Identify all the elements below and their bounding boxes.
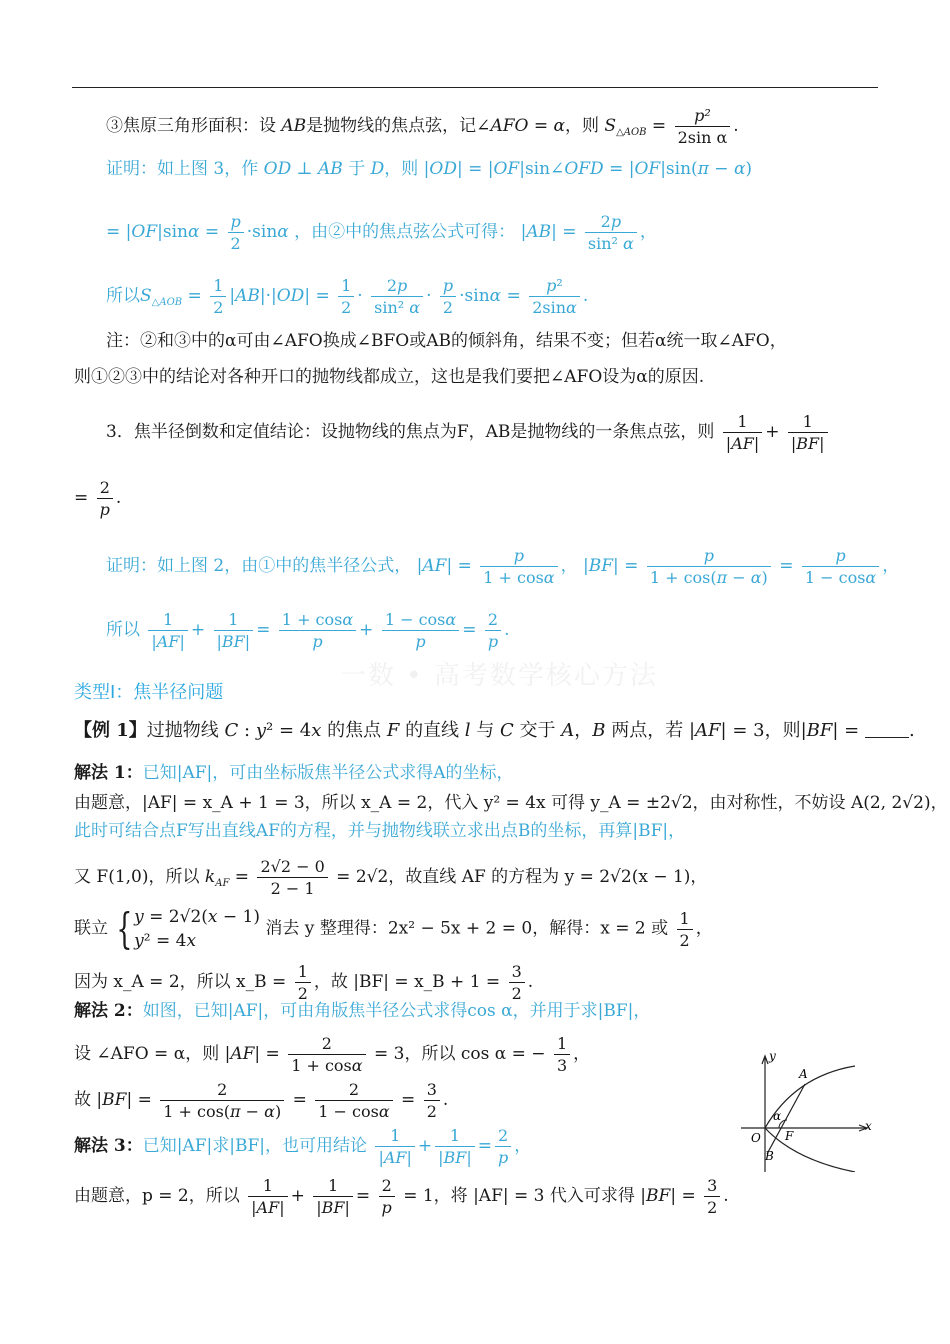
label-a: A [799,1067,808,1081]
sol1-line4: 因为 x_A = 2，所以 x_B = $\frac{1}{2}$ ，故 |BF| = x_B + 1 = $\frac{3}{2}$ . [74,962,534,1003]
sol1-line2: 又 F(1,0)，所以 $k_{AF}$ = $\frac{2√2 - 0}{2 - 1}$ = 2√2，故直线 AF 的方程为 y = 2√2(x − 1)， [74,857,708,898]
proof3-line2: = |OF|sinα = $\frac{p}{2}$ ·sinα ，由②中的焦点弦公式可得： |AB| = $\frac{2p}{\text{sin² α}}$ ， [106,212,657,253]
item3-result-fraction: $\frac{\text{p²}}{\text{2sin α}}$ [675,106,731,147]
label-f: F [785,1129,794,1143]
note-line1: 注：②和③中的α可由∠AFO换成∠BFO或AB的倾斜角，结果不变；但若α统一取∠AFO， [106,331,787,351]
watermark: 一数 • 高考数学核心方法 [340,661,658,691]
label-b: B [765,1149,774,1163]
header-rule [72,87,878,88]
example1-statement: 【例 1】过抛物线 C : y² = 4x 的焦点 F 的直线 l 与 C 交于 A，B 两点，若 |AF| = 3，则|BF| = . [74,720,915,741]
sol2-line2: 故 |BF| = $\frac{2}{1 + \cos(\pi - \alpha)}$ = $\frac{2}{1 - \cos\alpha}$ = $\frac{3}{2}$ . [74,1080,449,1121]
sol2-line1: 设 ∠AFO = α，则 |AF| = $\frac{2}{1 + \cos\alpha}$ = 3，所以 cos α = − $\frac{1}{3}$ ， [74,1034,591,1075]
label-alpha: α [773,1109,782,1123]
conclusion3-statement: 3．焦半径倒数和定值结论：设抛物线的焦点为F，AB是抛物线的一条焦点弦，则 $\frac{1}{|AF|}$ + $\frac{1}{|BF|}$ [106,412,831,453]
label-y: y [769,1052,776,1063]
label-x: x [865,1119,872,1133]
sol1-line1: 由题意，|AF| = x_A + 1 = 3，所以 x_A = 2，代入 y² = 4x 可得 y_A = ±2√2，由对称性，不妨设 A(2, 2√2)， [74,793,948,813]
sol2-heading-row: 解法 2：如图，已知|AF|，可由角版焦半径公式求得cos α，并用于求|BF|， [74,1001,651,1021]
label-o: O [751,1131,761,1145]
answer-blank[interactable] [865,723,909,738]
proof-conc3-line1: 证明：如上图 2，由①中的焦半径公式， |AF| = $\frac{p}{1 + \cos\alpha}$ ， |BF| = $\frac{p}{1 + \cos(\pi - \alpha)}$ = $\frac{p}{1 - \cos\alpha}$ ， [106,546,900,587]
note-line2: 则①②③中的结论对各种开口的抛物线都成立，这也是我们要把∠AFO设为α的原因. [74,367,705,387]
sol3-heading-row: 解法 3：已知|AF|求|BF|，也可用结论 $\frac{1}{|AF|}$ + $\frac{1}{|BF|}$ = $\frac{2}{p}$ ， [74,1126,532,1167]
conclusion3-result: = $\frac{2}{p}$ . [74,478,122,519]
proof3-line1: 证明：如上图 3，作 OD ⊥ AB 于 D，则 |OD| = |OF|sin∠OFD = |OF|sin(π − α) [106,159,753,179]
sol1-line3: 联立 {y = 2√2(x − 1) y² = 4x 消去 y 整理得：2x² − 5x + 2 = 0，解得：x = 2 或 $\frac{1}{2}$ ， [74,904,713,953]
sol1-heading-row: 解法 1：已知|AF|，可由坐标版焦半径公式求得A的坐标， [74,763,514,783]
section-title: 类型Ⅰ：焦半径问题 [74,682,224,702]
sol1-hint2: 此时可结合点F写出直线AF的方程，并与抛物线联立求出点B的坐标，再算|BF|， [74,821,686,841]
proof3-line3: 所以$S_{\triangle AOB}$ = $\frac{1}{2}$ |AB|·|OD| = $\frac{1}{2}$ · $\frac{2p}{\text{sin² α}}$ · $\frac{p}{2}$ ·sinα = $\frac{\text{p²}}{2\sin\alpha}$ . [106,276,589,317]
parabola-figure [735,1052,875,1172]
sol3-line1: 由题意，p = 2，所以 $\frac{1}{|AF|}$ + $\frac{1}{|BF|}$ = $\frac{2}{p}$ = 1，将 |AF| = 3 代入可求得 |BF| = $\frac{3}{2}$ . [74,1176,729,1217]
item3-statement: ③焦原三角形面积：设 AB是抛物线的焦点弦，记∠AFO = α，则 $S_{\triangle AOB}$ = $\frac{\text{p²}}{\text{2sin α}}$ . [106,106,739,147]
proof-conc3-line2: 所以 $\frac{1}{|AF|}$ + $\frac{1}{|BF|}$ = $\frac{1 + \cos\alpha}{p}$ + $\frac{1 - \cos\alpha}{p}$ = $\frac{2}{p}$ . [106,610,510,651]
